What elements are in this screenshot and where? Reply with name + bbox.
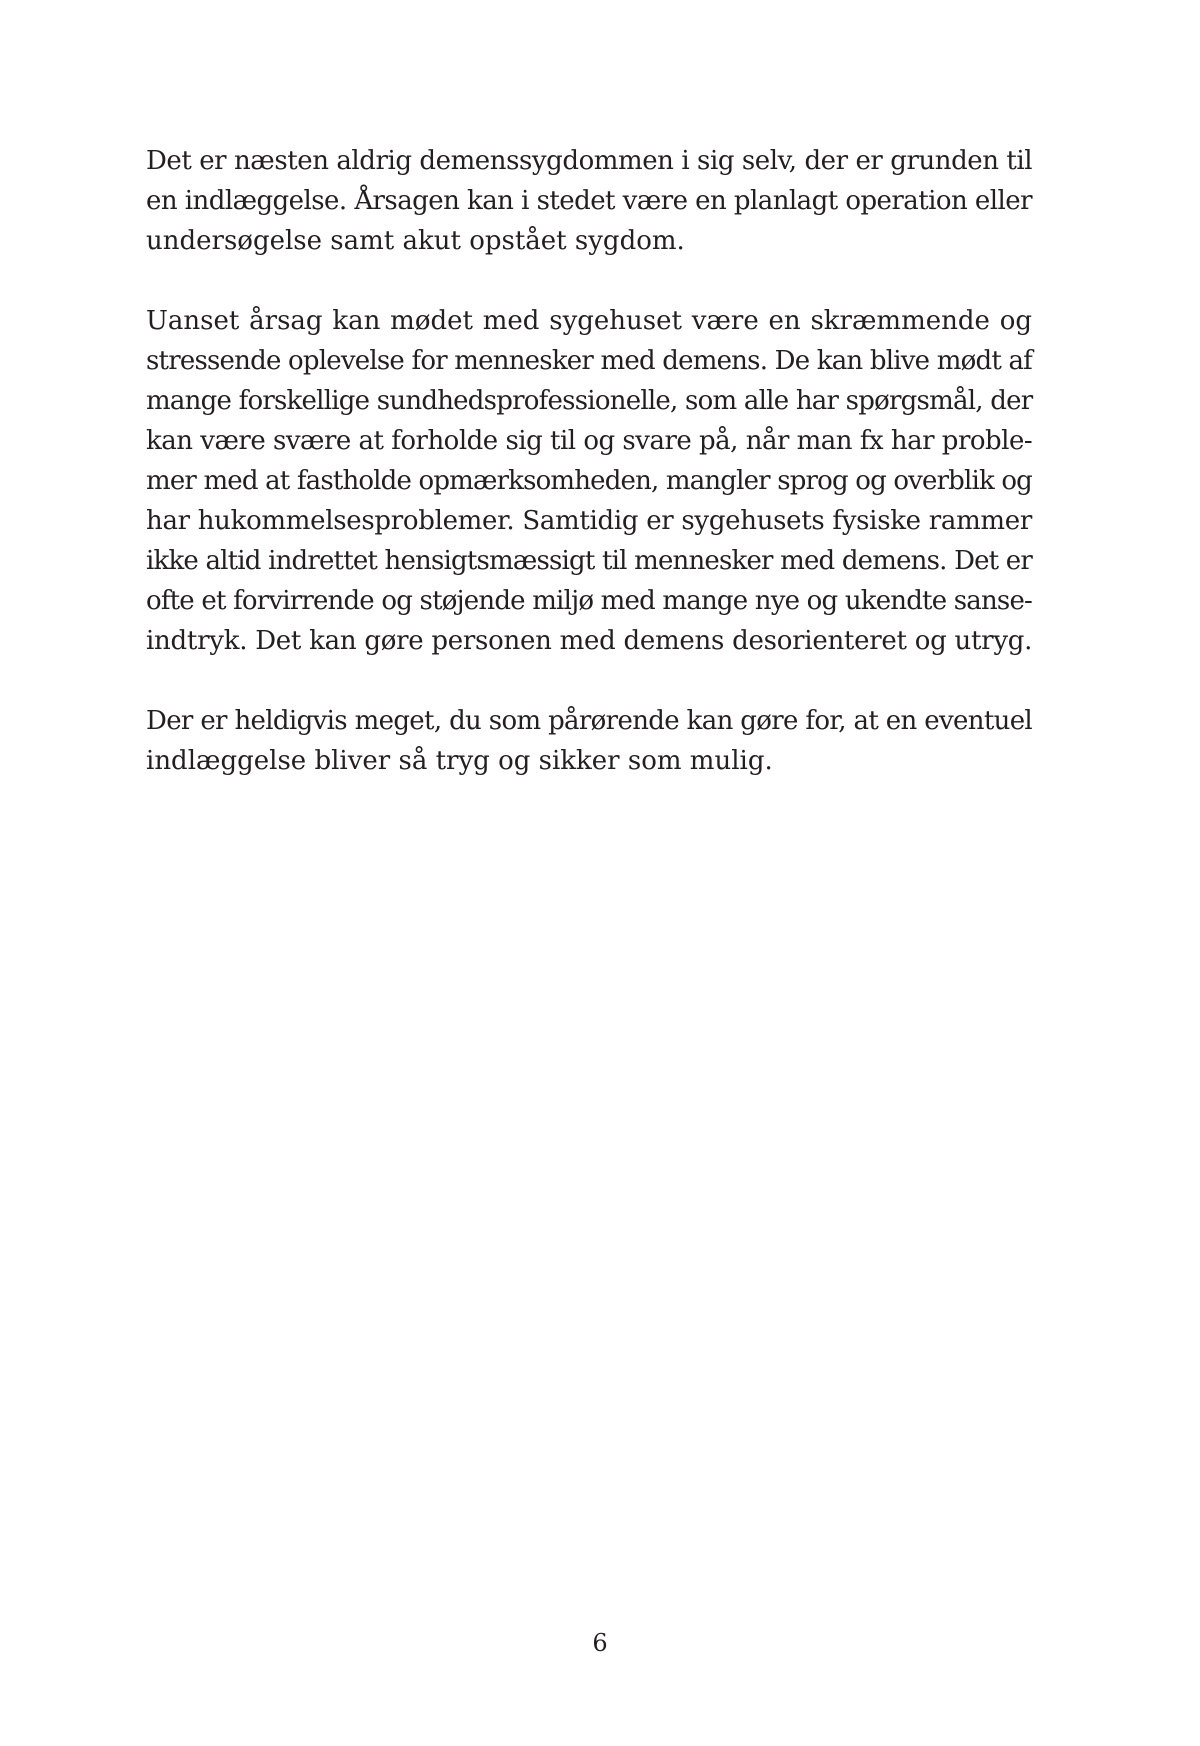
text-line: ikke altid indrettet hensigtsmæssigt til mennesker med demens. Det er xyxy=(146,546,1032,576)
text-line: stressende oplevelse for mennesker med demens. De kan blive mødt af xyxy=(146,346,1032,376)
text-line: mer med at fastholde opmærksomheden, mangler sprog og overblik og xyxy=(146,466,1032,496)
text-line: Der er heldigvis meget, du som pårørende kan gøre for, at en eventuel xyxy=(146,706,1033,736)
text-line: Det er næsten aldrig demenssygdommen i sig selv, der er grunden til xyxy=(146,146,1033,176)
body-text xyxy=(146,141,1032,821)
paragraph-1 xyxy=(146,141,1032,261)
paragraph-3 xyxy=(146,701,1032,781)
text-line: ofte et forvirrende og støjende miljø med mange nye og ukendte sanse- xyxy=(146,586,1032,616)
text-line: Uanset årsag kan mødet med sygehuset være en skræmmende og xyxy=(146,306,1032,336)
text-line: kan være svære at forholde sig til og svare på, når man fx har proble- xyxy=(146,426,1033,456)
text-line: undersøgelse samt akut opstået sygdom. xyxy=(146,226,685,256)
text-line: indtryk. Det kan gøre personen med demens desorienteret og utryg. xyxy=(146,626,1033,656)
page-number: 6 xyxy=(592,1629,608,1657)
text-line: en indlæggelse. Årsagen kan i stedet være en planlagt operation eller xyxy=(146,186,1032,216)
paragraph-2 xyxy=(146,301,1032,661)
text-line: indlæggelse bliver så tryg og sikker som mulig. xyxy=(146,746,773,776)
text-line: har hukommelsesproblemer. Samtidig er sygehusets fysiske rammer xyxy=(146,506,1032,536)
text-line: mange forskellige sundhedsprofessionelle, som alle har spørgsmål, der xyxy=(146,386,1033,416)
